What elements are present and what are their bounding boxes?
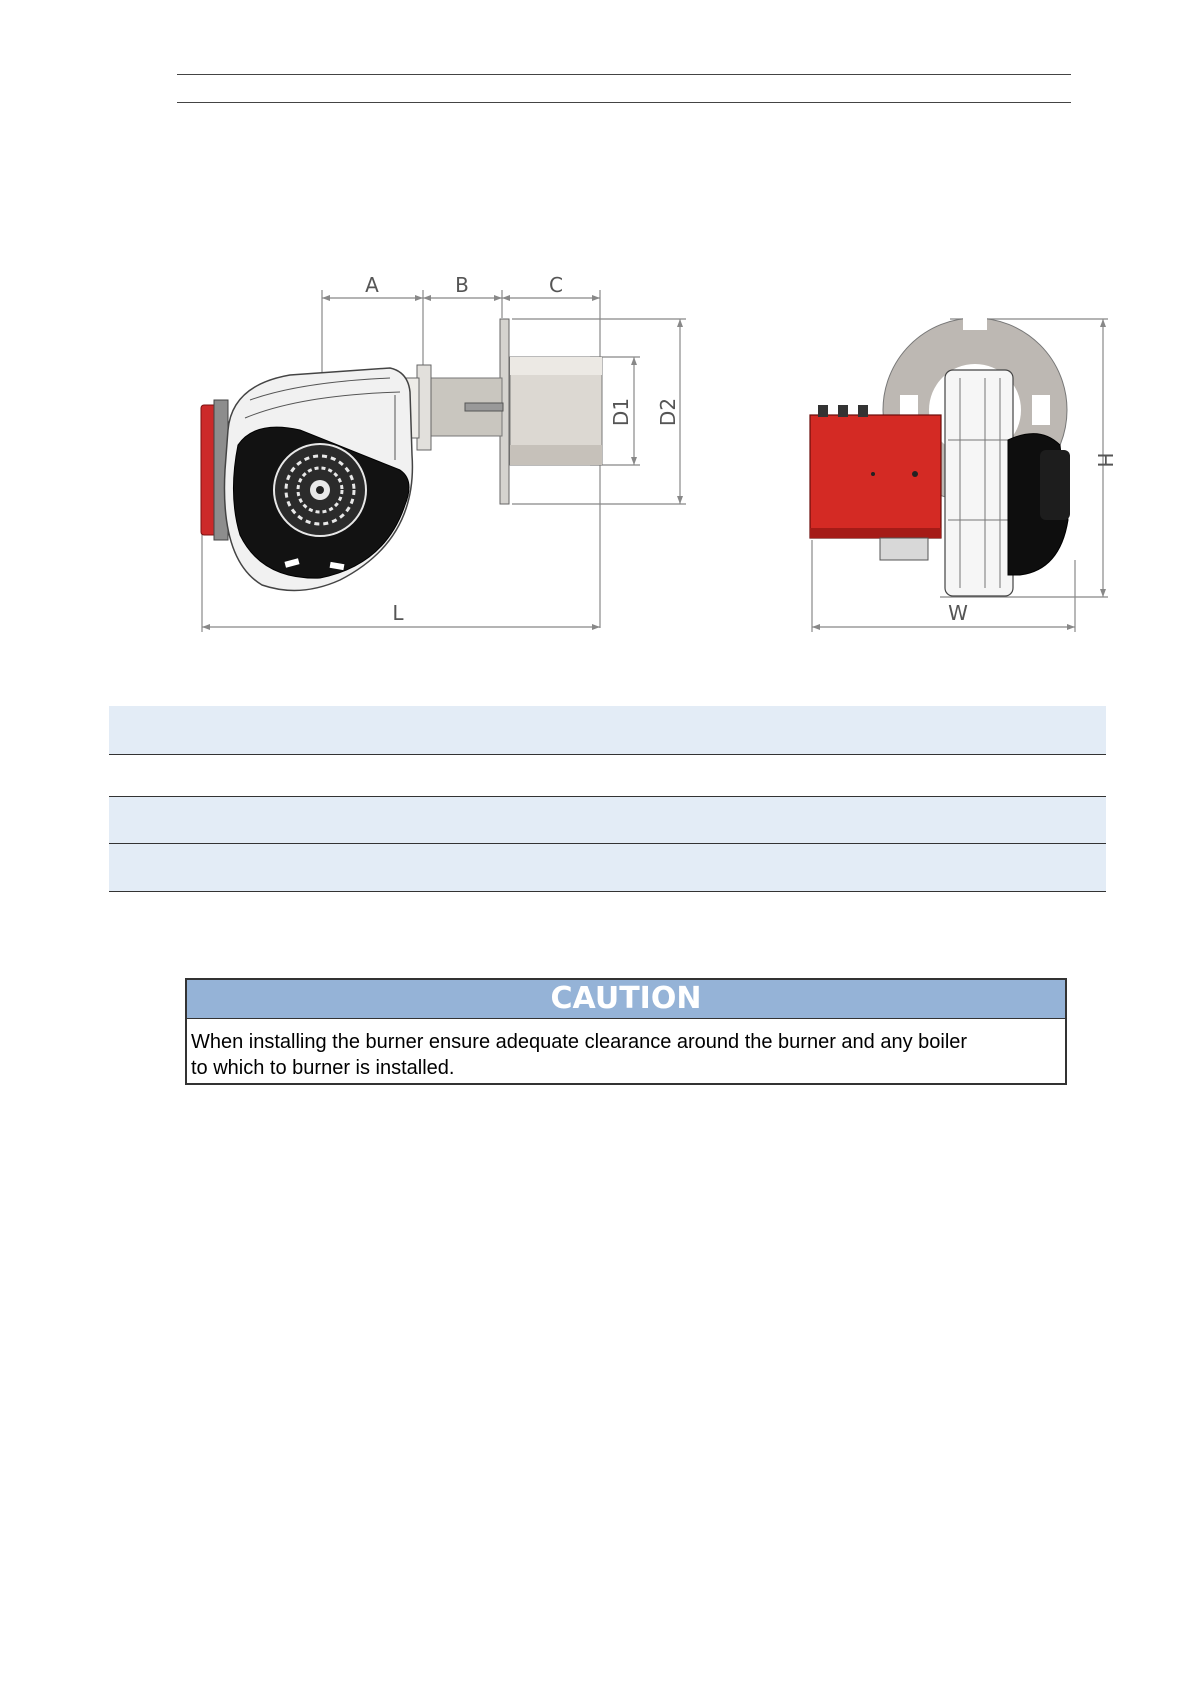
- caution-line-1: When installing the burner ensure adequate clearance around the burner and any boiler: [191, 1031, 968, 1053]
- dim-label-b: B: [455, 273, 469, 297]
- caution-line-2: to which to burner is installed.: [191, 1057, 455, 1079]
- dim-label-a: A: [365, 273, 379, 297]
- dim-label-d2: D2: [656, 397, 680, 427]
- burner-dimension-drawing: [0, 0, 1191, 660]
- dim-label-d1: D1: [609, 397, 633, 427]
- table-row: [109, 755, 1106, 796]
- dim-label-h: H: [1093, 452, 1117, 468]
- caution-title: CAUTION: [187, 980, 1065, 1019]
- table-row: [109, 797, 1106, 843]
- dim-label-l: L: [392, 601, 404, 625]
- table-row-divider: [109, 891, 1106, 892]
- caution-text: [187, 1019, 1065, 1081]
- table-row: [109, 706, 1106, 754]
- dim-label-c: C: [549, 273, 563, 297]
- dim-label-w: W: [948, 601, 968, 625]
- table-row: [109, 844, 1106, 891]
- burner-front-view: [810, 316, 1117, 632]
- caution-box: [185, 978, 1067, 1085]
- burner-side-view: [201, 273, 686, 632]
